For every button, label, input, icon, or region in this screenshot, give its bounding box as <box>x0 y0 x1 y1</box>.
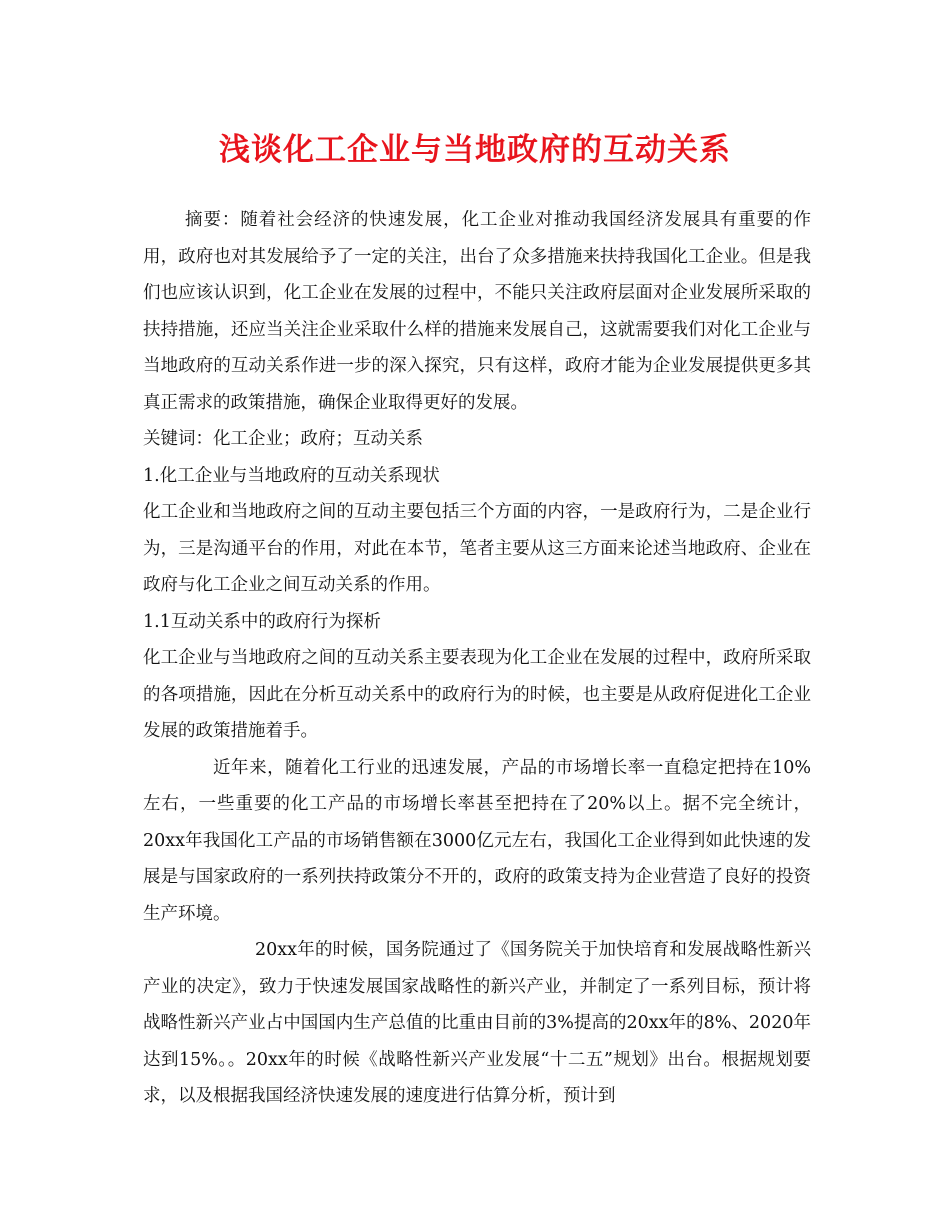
section-1-heading: 1.化工企业与当地政府的互动关系现状 <box>143 465 440 486</box>
abstract-paragraph: 摘要：随着社会经济的快速发展，化工企业对推动我国经济发展具有重要的作用，政府也对其发展给予了一定的关注，出台了众多措施来扶持我国化工企业。但是我们也应该认识到，化工企业在发展的过程中，不能只关注政府层面对企业发展所采取的扶持措施，还应当关注企业采取什么样的措施来发展自己，这就需要我们对化工企业与当地政府的互动关系作进一步的深入探究，只有这样，政府才能为企业发展提供更多其真正需求的政策措施，确保企业取得更好的发展。 <box>143 210 811 413</box>
keywords-line: 关键词：化工企业；政府；互动关系 <box>143 429 423 449</box>
document-body <box>143 202 811 1115</box>
state-council-paragraph: 20xx年的时候，国务院通过了《国务院关于加快培育和发展战略性新兴产业的决定》，致力于快速发展国家战略性的新兴产业，并制定了一系列目标，预计将战略性新兴产业占中国国内生产总值的比重由目前的3%提高的20xx年的8%、2020年达到15%。。20xx年的时候《战略性新兴产业发展“十二五”规划》出台。根据规划要求，以及根据我国经济快速发展的速度进行估算分析，预计到 <box>143 940 811 1106</box>
section-1-paragraph: 化工企业和当地政府之间的互动主要包括三个方面的内容，一是政府行为，二是企业行为，三是沟通平台的作用，对此在本节，笔者主要从这三方面来论述当地政府、企业在政府与化工企业之间互动关系的作用。 <box>143 502 811 595</box>
growth-paragraph: 近年来，随着化工行业的迅速发展，产品的市场增长率一直稳定把持在10%左右，一些重要的化工产品的市场增长率甚至把持在了20%以上。据不完全统计，20xx年我国化工产品的市场销售额在3000亿元左右，我国化工企业得到如此快速的发展是与国家政府的一系列扶持政策分不开的，政府的政策支持为企业营造了良好的投资生产环境。 <box>143 757 811 924</box>
document-title: 浅谈化工企业与当地政府的互动关系 <box>219 132 731 168</box>
section-1-1-paragraph: 化工企业与当地政府之间的互动关系主要表现为化工企业在发展的过程中，政府所采取的各项措施，因此在分析互动关系中的政府行为的时候，也主要是从政府促进化工企业发展的政策措施着手。 <box>143 648 811 741</box>
section-1-1-heading: 1.1互动关系中的政府行为探析 <box>143 611 381 632</box>
